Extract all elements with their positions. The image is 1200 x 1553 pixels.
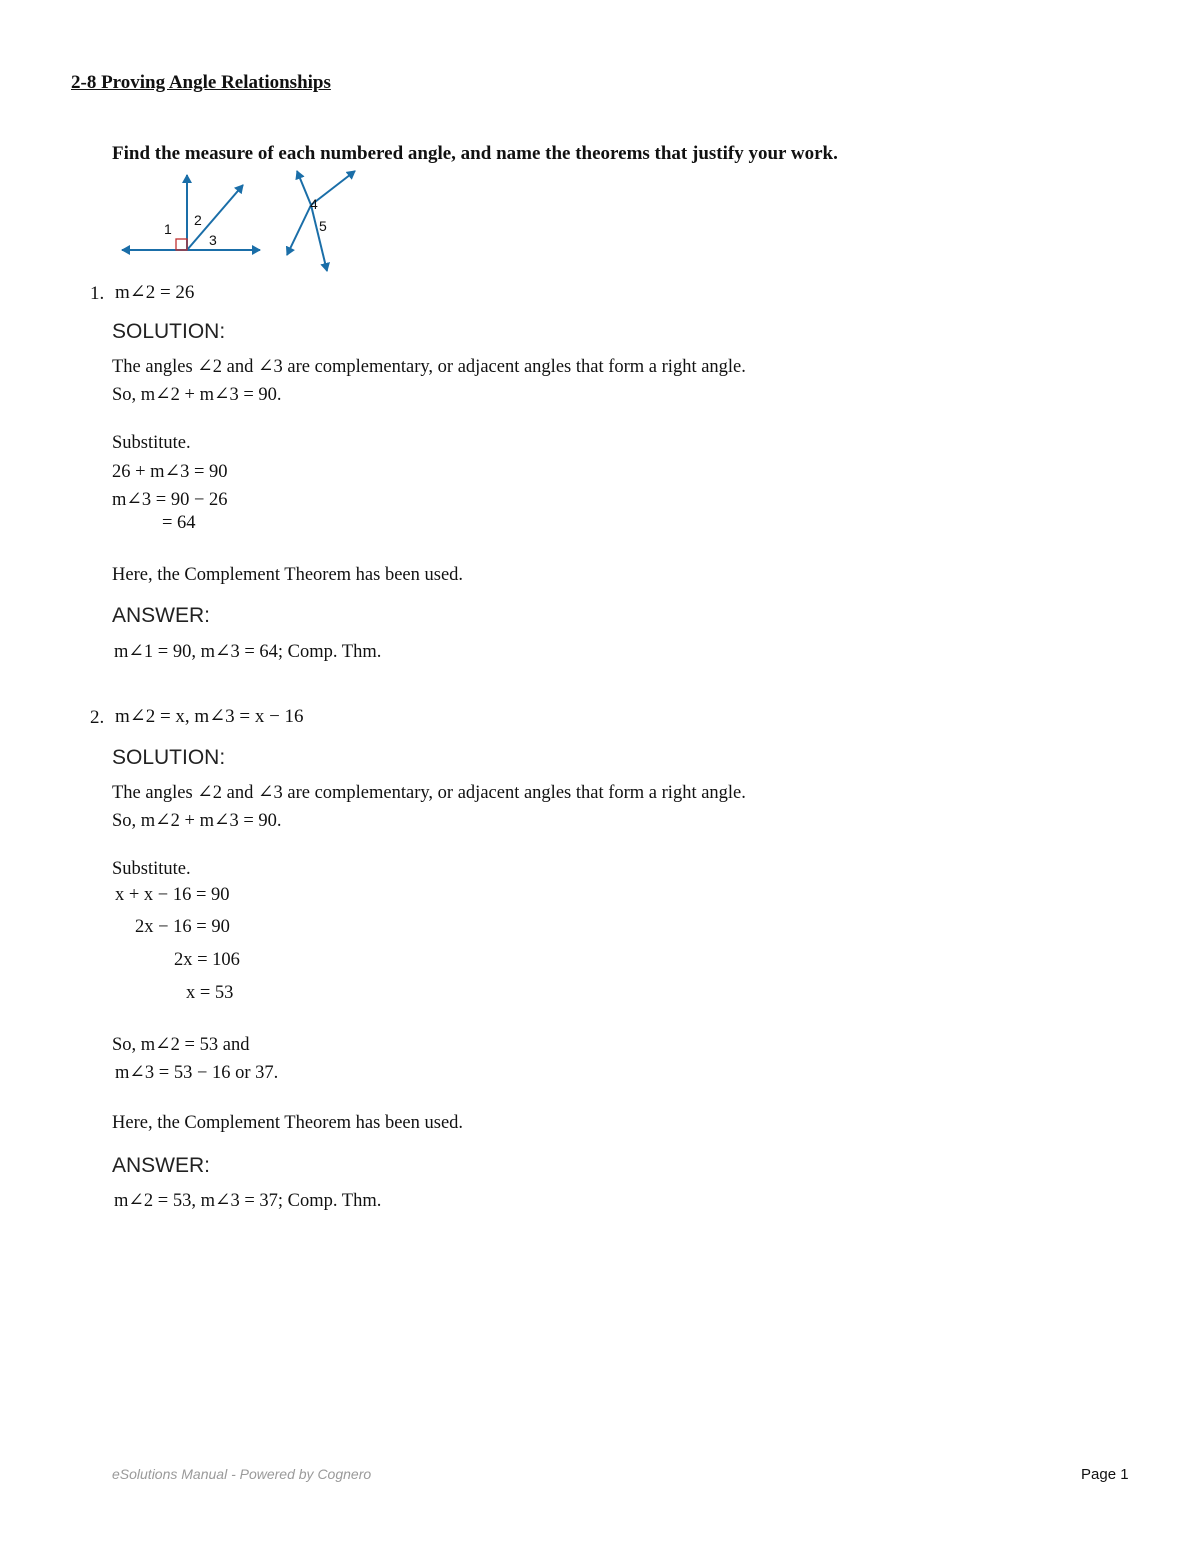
problem-1-answer: m∠1 = 90, m∠3 = 64; Comp. Thm. [114,642,382,662]
problem-2-line-7: x = 53 [186,983,234,1003]
problem-2-answer: m∠2 = 53, m∠3 = 37; Comp. Thm. [114,1191,382,1211]
problem-2-line-10: Here, the Complement Theorem has been used. [112,1113,464,1133]
problem-2-given: m∠2 = x, m∠3 = x − 16 [115,706,304,727]
problem-1-line-2: So, m∠2 + m∠3 = 90. [112,385,282,405]
problem-2-solution-label: SOLUTION: [112,746,226,769]
angle-label-5: 5 [319,218,327,234]
problem-1-given: m∠2 = 26 [115,282,195,303]
problem-1-answer-label: ANSWER: [112,604,211,627]
crossing-line-b-upper [297,171,311,205]
problem-2-line-2: So, m∠2 + m∠3 = 90. [112,811,282,831]
page-number: Page 1 [1081,1466,1129,1483]
problem-2-line-8: So, m∠2 = 53 and [112,1035,250,1055]
problem-2-line-5: 2x − 16 = 90 [135,917,230,937]
problem-2-answer-label: ANSWER: [112,1154,211,1177]
angle-label-2: 2 [194,212,202,228]
angle-label-3: 3 [209,232,217,248]
problem-1-line-1: The angles ∠2 and ∠3 are complementary, or adjacent angles that form a right angle. [112,357,746,377]
problem-2-line-6: 2x = 106 [174,950,240,970]
angle-label-1: 1 [164,221,172,237]
problem-1-line-6: = 64 [162,513,196,533]
page-title: 2-8 Proving Angle Relationships [71,72,331,93]
problem-2-line-9: m∠3 = 53 − 16 or 37. [115,1063,279,1083]
footer-credit: eSolutions Manual - Powered by Cognero [112,1466,372,1482]
problem-1-line-5: m∠3 = 90 − 26 [112,490,228,510]
problem-1-line-3: Substitute. [112,433,191,453]
problem-2-line-3: Substitute. [112,859,191,879]
problem-1-line-7: Here, the Complement Theorem has been used. [112,565,464,585]
angle-figure [115,165,375,280]
problem-1-number: 1. [90,283,105,304]
problem-2-line-1: The angles ∠2 and ∠3 are complementary, or adjacent angles that form a right angle. [112,783,746,803]
problem-1-line-4: 26 + m∠3 = 90 [112,462,228,482]
instructions: Find the measure of each numbered angle, and name the theorems that justify your work. [112,143,838,164]
crossing-line-b-lower [311,205,327,271]
right-angle-mark [176,239,187,250]
problem-2-number: 2. [90,707,105,728]
angle-label-4: 4 [310,196,318,212]
crossing-line-a-lower [287,205,311,255]
problem-2-line-4: x + x − 16 = 90 [115,885,230,905]
problem-1-solution-label: SOLUTION: [112,320,226,343]
